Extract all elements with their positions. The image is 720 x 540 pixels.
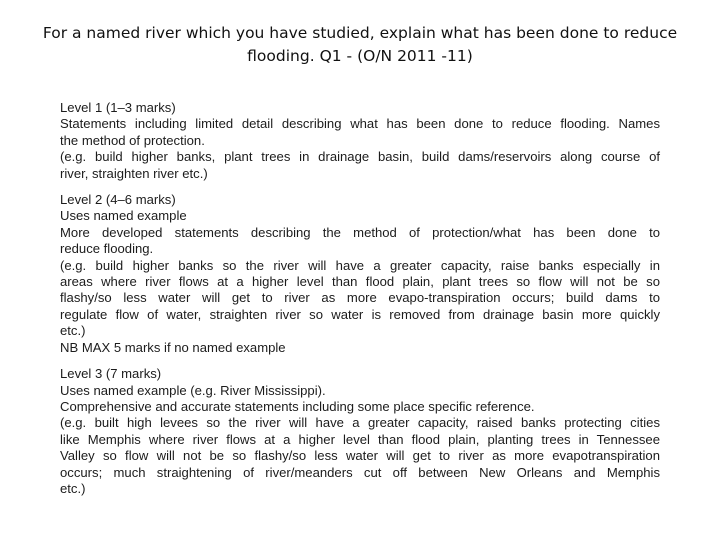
level-2-line: regulate flow of water, straighten river so water is removed from drainage basin more quickly: [60, 306, 660, 322]
level-3-line: etc.): [60, 480, 86, 496]
level-2-note: NB MAX 5 marks if no named example: [60, 339, 286, 355]
level-3-line: (e.g. built high levees so the river will have a greater capacity, raised banks protecting cities: [60, 415, 660, 431]
level-2-line: Uses named example: [60, 208, 187, 224]
level-2-line: etc.): [60, 323, 86, 339]
slide-title: [10, 22, 710, 68]
level-1-line: the method of protection.: [60, 132, 205, 148]
slide-title-line-1: For a named river which you have studied, explain what has been done to reduce: [42, 24, 678, 42]
level-1-line: river, straighten river etc.): [60, 165, 208, 181]
slide-title-line-2: flooding. Q1 - (O/N 2011 -11): [247, 47, 473, 65]
level-3-line: Comprehensive and accurate statements including some place specific reference.: [60, 398, 535, 414]
level-3-line: like Memphis where river flows at a higher level than flood plain, planting trees in Tennessee: [60, 431, 660, 447]
level-2-line: areas where river flows at a higher level than flood plain, plant trees so flow will not be so: [60, 274, 660, 290]
level-3-line: Valley so flow will not be so flashy/so less water will get to river as more evapotranspiration: [60, 448, 660, 464]
level-3-block: [60, 366, 660, 497]
level-1-block: [60, 100, 660, 182]
level-3-line: occurs; much straightening of river/meanders cut off between New Orleans and Memphis: [60, 464, 660, 480]
mark-scheme-image: [60, 100, 660, 507]
level-1-heading: Level 1 (1–3 marks): [60, 100, 176, 115]
level-2-line: (e.g. build higher banks so the river will have a greater capacity, raise banks especially in: [60, 257, 660, 273]
level-2-line: More developed statements describing the method of protection/what has been done to: [60, 224, 660, 240]
level-3-line: Uses named example (e.g. River Mississippi).: [60, 382, 326, 398]
level-2-block: [60, 192, 660, 356]
level-3-heading: Level 3 (7 marks): [60, 366, 162, 382]
level-1-line: (e.g. build higher banks, plant trees in drainage basin, build dams/reservoirs along course of: [60, 149, 660, 165]
level-1-line: Statements including limited detail describing what has been done to reduce flooding. Names: [60, 116, 660, 132]
level-2-line: reduce flooding.: [60, 241, 154, 257]
level-2-line: flashy/so less water will get to river as more evapo-transpiration occurs; build dams to: [60, 290, 660, 306]
level-2-heading: Level 2 (4–6 marks): [60, 192, 176, 208]
